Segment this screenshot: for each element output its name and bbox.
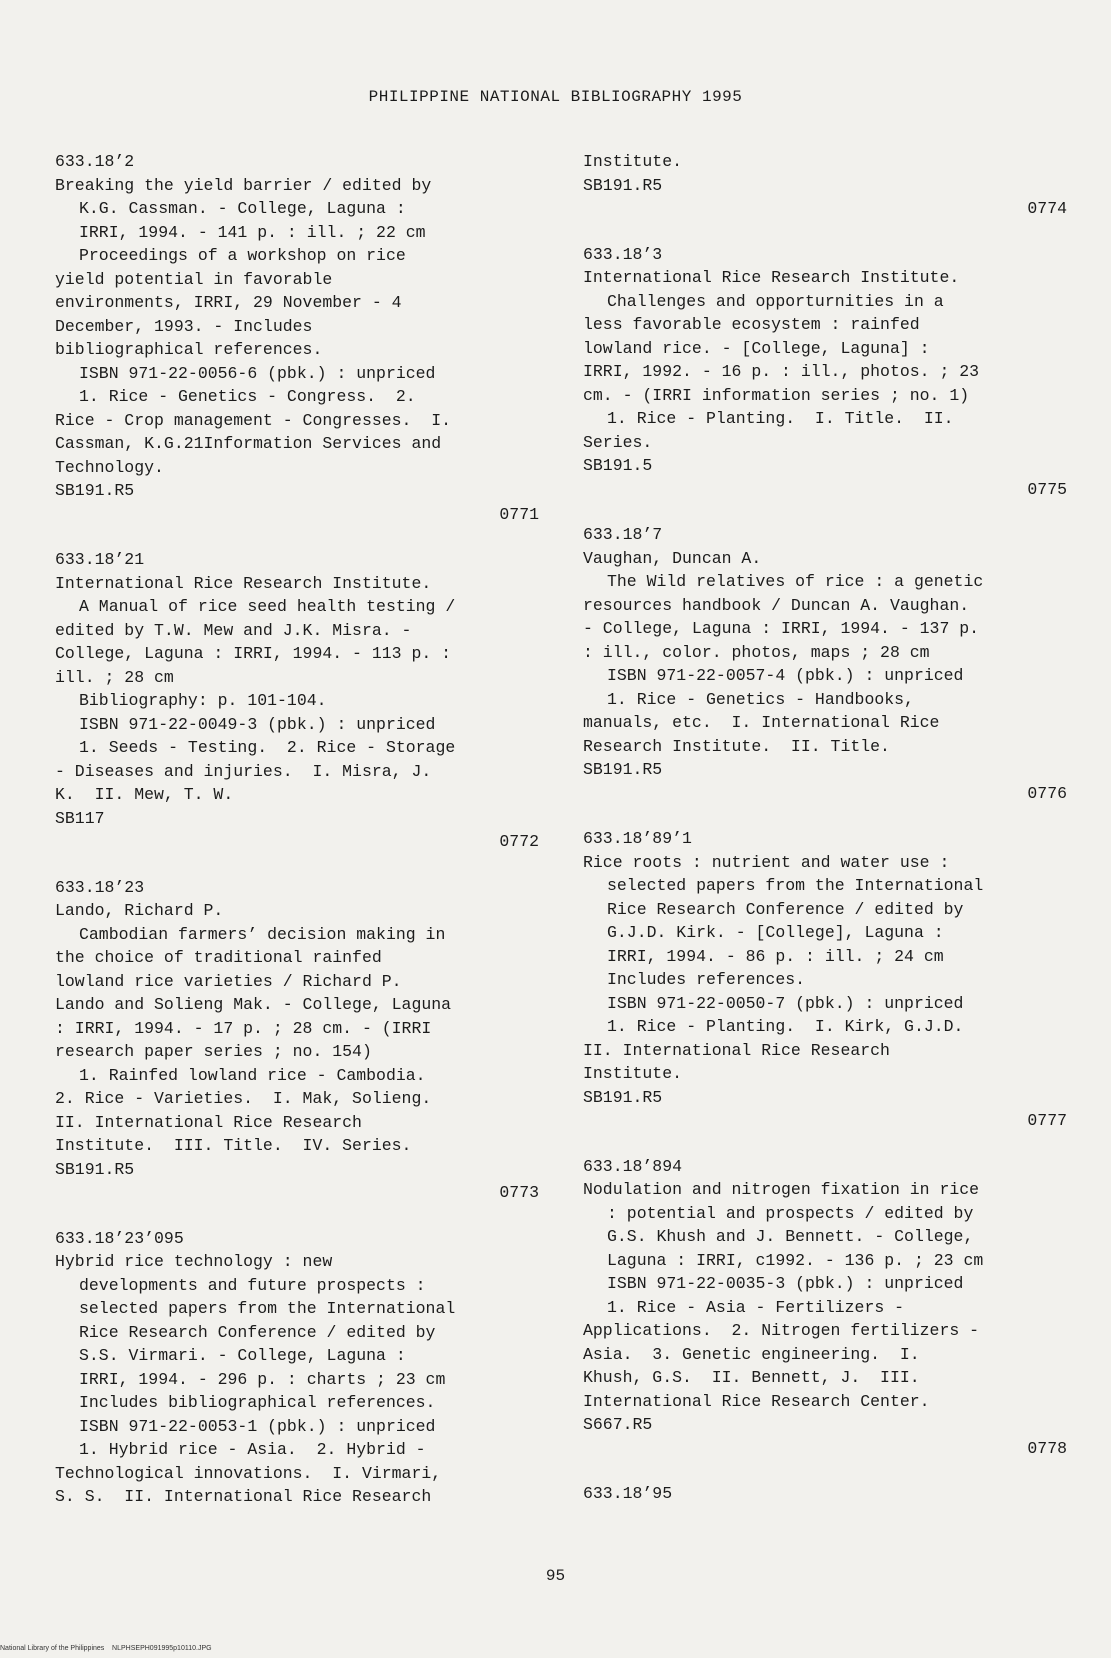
entry-line: ISBN 971-22-0049-3 (pbk.) : unpriced bbox=[79, 714, 436, 734]
entry-line: S667.R5 bbox=[583, 1415, 653, 1434]
entry-line: Includes bibliographical references. bbox=[79, 1393, 436, 1412]
bibliography-entry bbox=[55, 876, 545, 1205]
entry-number: 0772 bbox=[499, 832, 539, 851]
entry-line: Vaughan, Duncan A. bbox=[583, 548, 762, 568]
entry-line: II. International Rice Research bbox=[55, 1112, 362, 1132]
entry-line: Laguna : IRRI, c1992. - 136 p. ; 23 cm bbox=[607, 1250, 984, 1270]
bibliography-entry bbox=[55, 548, 545, 854]
bibliography-entry bbox=[55, 150, 545, 526]
entry-line: lowland rice varieties / Richard P. bbox=[55, 971, 402, 991]
entry-number: 0776 bbox=[1027, 783, 1067, 803]
entry-line: research paper series ; no. 154) bbox=[55, 1042, 372, 1061]
entry-line: Cambodian farmers’ decision making in bbox=[79, 924, 446, 944]
entry-line: 633.18’3 bbox=[583, 244, 663, 264]
entry-line: resources handbook / Duncan A. Vaughan. bbox=[583, 595, 970, 615]
bibliography-entry bbox=[583, 523, 1073, 805]
entry-line: cm. - (IRRI information series ; no. 1) bbox=[583, 385, 970, 405]
entry-line: Rice roots : nutrient and water use : bbox=[583, 852, 950, 872]
entry-line: 1. Hybrid rice - Asia. 2. Hybrid - bbox=[79, 1440, 426, 1459]
bibliography-entry bbox=[583, 243, 1073, 502]
entry-line: K.G. Cassman. - College, Laguna : bbox=[79, 199, 406, 218]
entry-line: December, 1993. - Includes bbox=[55, 316, 313, 336]
entry-line: Hybrid rice technology : new bbox=[55, 1252, 333, 1271]
entry-line: SB191.R5 bbox=[583, 760, 663, 779]
entry-line: ill. ; 28 cm bbox=[55, 667, 174, 687]
entry-line: Technology. bbox=[55, 457, 164, 477]
bibliography-entry bbox=[55, 1227, 545, 1509]
page-number: 95 bbox=[545, 1567, 566, 1585]
entry-line: ISBN 971-22-0053-1 (pbk.) : unpriced bbox=[79, 1416, 436, 1436]
entry-line: G.S. Khush and J. Bennett. - College, bbox=[607, 1227, 974, 1246]
entry-line: College, Laguna : IRRI, 1994. - 113 p. : bbox=[55, 644, 452, 663]
entry-line: 633.18’2 bbox=[55, 152, 135, 171]
entry-line: K. II. Mew, T. W. bbox=[55, 785, 234, 804]
entry-line: 633.18’894 bbox=[583, 1156, 683, 1176]
entry-line: edited by T.W. Mew and J.K. Misra. - bbox=[55, 620, 412, 640]
entry-line: G.J.D. Kirk. - [College], Laguna : bbox=[607, 923, 944, 942]
bibliography-entry bbox=[583, 827, 1073, 1133]
entry-line: Institute. III. Title. IV. Series. bbox=[55, 1136, 412, 1155]
entry-line: Asia. 3. Genetic engineering. I. bbox=[583, 1344, 920, 1364]
page-title: PHILIPPINE NATIONAL BIBLIOGRAPHY 1995 bbox=[368, 88, 743, 106]
entry-line: Nodulation and nitrogen fixation in rice bbox=[583, 1180, 980, 1199]
entry-line: - College, Laguna : IRRI, 1994. - 137 p. bbox=[583, 619, 980, 638]
entry-line: Lando, Richard P. bbox=[55, 901, 224, 920]
entry-line: SB191.R5 bbox=[583, 1087, 663, 1107]
entry-line: International Rice Research Institute. bbox=[583, 268, 960, 287]
entry-line: Proceedings of a workshop on rice bbox=[79, 246, 406, 265]
entry-line: 1. Rice - Planting. I. Title. II. bbox=[607, 409, 954, 428]
entry-line: IRRI, 1994. - 141 p. : ill. ; 22 cm bbox=[79, 222, 426, 242]
entry-line: 1. Rice - Genetics - Handbooks, bbox=[607, 689, 914, 709]
scan-footer: National Library of the Philippines NLPHSEPH091995p10110.JPG bbox=[0, 1645, 212, 1652]
entry-line: 633.18’23’095 bbox=[55, 1228, 184, 1248]
entry-line: Bibliography: p. 101-104. bbox=[79, 691, 327, 710]
entry-line: ISBN 971-22-0050-7 (pbk.) : unpriced bbox=[607, 993, 964, 1013]
entry-line: Institute. bbox=[583, 152, 683, 171]
entry-line: 1. Seeds - Testing. 2. Rice - Storage bbox=[79, 738, 456, 757]
entry-line: International Rice Research Institute. bbox=[55, 573, 432, 593]
entry-line: Series. bbox=[583, 432, 653, 452]
entry-line: S. S. II. International Rice Research bbox=[55, 1487, 432, 1506]
entry-line: : potential and prospects / edited by bbox=[607, 1203, 974, 1223]
entry-line: developments and future prospects : bbox=[79, 1275, 426, 1295]
entry-line: SB191.5 bbox=[583, 456, 653, 475]
entry-line: the choice of traditional rainfed bbox=[55, 948, 382, 967]
entry-line: Includes references. bbox=[607, 970, 806, 989]
entry-number: 0771 bbox=[499, 504, 539, 524]
entry-line: SB191.R5 bbox=[55, 1159, 135, 1179]
entry-line: 633.18’95 bbox=[583, 1484, 673, 1503]
entry-line: selected papers from the International bbox=[607, 876, 984, 895]
entry-line: II. International Rice Research bbox=[583, 1040, 890, 1060]
entry-number: 0778 bbox=[1027, 1438, 1067, 1458]
entry-line: 1. Rainfed lowland rice - Cambodia. bbox=[79, 1065, 426, 1085]
entry-line: SB191.R5 bbox=[55, 481, 135, 500]
entry-line: : IRRI, 1994. - 17 p. ; 28 cm. - (IRRI bbox=[55, 1018, 432, 1038]
entry-line: Lando and Solieng Mak. - College, Laguna bbox=[55, 995, 452, 1014]
entry-line: Applications. 2. Nitrogen fertilizers - bbox=[583, 1321, 980, 1340]
entry-line: S.S. Virmari. - College, Laguna : bbox=[79, 1346, 406, 1365]
entry-line: Research Institute. II. Title. bbox=[583, 736, 890, 756]
entry-line: bibliographical references. bbox=[55, 340, 323, 359]
entry-line: A Manual of rice seed health testing / bbox=[79, 597, 456, 616]
entry-line: ISBN 971-22-0056-6 (pbk.) : unpriced bbox=[79, 363, 436, 383]
entry-line: 1. Rice - Planting. I. Kirk, G.J.D. bbox=[607, 1017, 964, 1036]
entry-line: Rice - Crop management - Congresses. I. bbox=[55, 410, 452, 430]
entry-number: 0774 bbox=[1027, 199, 1067, 218]
entry-line: Institute. bbox=[583, 1064, 683, 1083]
entry-line: IRRI, 1994. - 296 p. : charts ; 23 cm bbox=[79, 1369, 446, 1389]
entry-line: less favorable ecosystem : rainfed bbox=[583, 315, 920, 334]
entry-line: environments, IRRI, 29 November - 4 bbox=[55, 293, 402, 312]
entry-line: The Wild relatives of rice : a genetic bbox=[607, 572, 984, 591]
entry-line: 1. Rice - Genetics - Congress. 2. bbox=[79, 387, 416, 406]
entry-line: lowland rice. - [College, Laguna] : bbox=[583, 338, 930, 358]
entry-line: 1. Rice - Asia - Fertilizers - bbox=[607, 1297, 905, 1317]
right-column bbox=[583, 150, 1073, 1506]
entry-line: yield potential in favorable bbox=[55, 269, 333, 289]
entry-line: Khush, G.S. II. Bennett, J. III. bbox=[583, 1368, 920, 1387]
bibliography-entry bbox=[583, 150, 1073, 221]
entry-number: 0775 bbox=[1027, 479, 1067, 499]
entry-line: 2. Rice - Varieties. I. Mak, Solieng. bbox=[55, 1089, 432, 1108]
entry-line: - Diseases and injuries. I. Misra, J. bbox=[55, 761, 432, 781]
entry-line: International Rice Research Center. bbox=[583, 1391, 930, 1411]
entry-line: 633.18’89’1 bbox=[583, 829, 692, 848]
entry-line: Technological innovations. I. Virmari, bbox=[55, 1463, 442, 1483]
entry-line: 633.18’21 bbox=[55, 550, 145, 569]
entry-line: Rice Research Conference / edited by bbox=[79, 1322, 436, 1342]
entry-line: manuals, etc. I. International Rice bbox=[583, 713, 940, 732]
entry-number: 0777 bbox=[1027, 1111, 1067, 1130]
left-column bbox=[55, 150, 545, 1509]
entry-line: 633.18’23 bbox=[55, 877, 145, 897]
entry-line: IRRI, 1992. - 16 p. : ill., photos. ; 23 bbox=[583, 362, 980, 381]
entry-number: 0773 bbox=[499, 1183, 539, 1202]
entry-line: : ill., color. photos, maps ; 28 cm bbox=[583, 642, 930, 662]
entry-line: SB191.R5 bbox=[583, 175, 663, 195]
entry-line: IRRI, 1994. - 86 p. : ill. ; 24 cm bbox=[607, 946, 944, 966]
entry-line: Breaking the yield barrier / edited by bbox=[55, 175, 432, 195]
entry-line: 633.18’7 bbox=[583, 525, 663, 544]
entry-line: SB117 bbox=[55, 808, 105, 828]
entry-line: Rice Research Conference / edited by bbox=[607, 899, 964, 919]
entry-line: selected papers from the International bbox=[79, 1299, 456, 1318]
entry-line: Challenges and opporturnities in a bbox=[607, 291, 944, 311]
bibliography-entry bbox=[583, 1482, 1073, 1506]
entry-line: Cassman, K.G.21Information Services and bbox=[55, 434, 442, 453]
bibliography-entry bbox=[583, 1155, 1073, 1461]
entry-line: ISBN 971-22-0057-4 (pbk.) : unpriced bbox=[607, 666, 964, 685]
entry-line: ISBN 971-22-0035-3 (pbk.) : unpriced bbox=[607, 1274, 964, 1293]
